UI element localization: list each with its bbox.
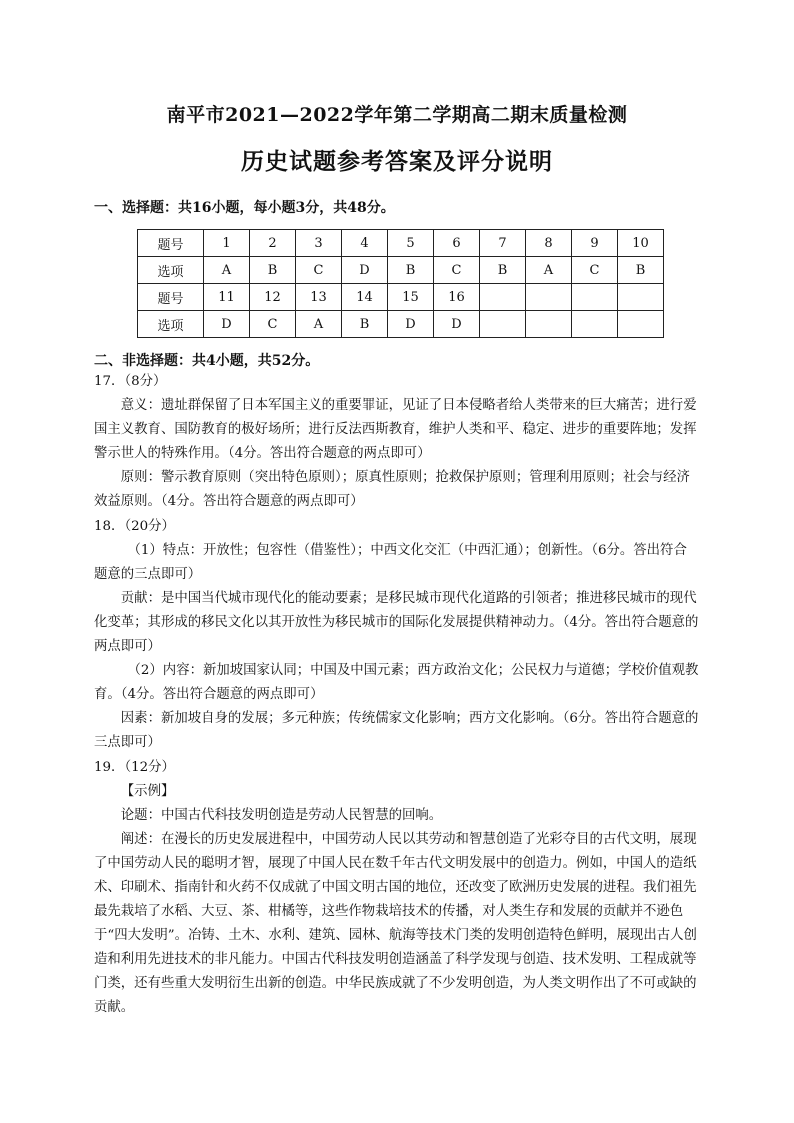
table-cell: D <box>204 311 250 338</box>
table-cell: C <box>296 257 342 284</box>
table-cell: 12 <box>250 284 296 311</box>
table-cell: 13 <box>296 284 342 311</box>
table-cell: 3 <box>296 230 342 257</box>
table-cell: 7 <box>480 230 526 257</box>
table-cell: B <box>388 257 434 284</box>
table-cell: 2 <box>250 230 296 257</box>
table-cell: B <box>618 257 664 284</box>
table-cell: A <box>526 257 572 284</box>
table-cell: 5 <box>388 230 434 257</box>
q19-thesis: 论题：中国古代科技发明创造是劳动人民智慧的回响。 <box>120 807 443 823</box>
exam-title: 南平市2021—2022学年第二学期高二期末质量检测 <box>166 104 628 126</box>
table-cell: D <box>434 311 480 338</box>
row-label: 题号 <box>138 230 204 257</box>
row-label: 选项 <box>138 257 204 284</box>
table-row <box>138 284 664 311</box>
table-cell: 15 <box>388 284 434 311</box>
row-label: 选项 <box>138 311 204 338</box>
table-cell: C <box>250 311 296 338</box>
table-cell: 9 <box>572 230 618 257</box>
table-cell <box>526 284 572 311</box>
q18-contribution: 贡献：是中国当代城市现代化的能动要素；是移民城市现代化道路的引领者；推进移民城市的现代化变革；其形成的移民文化以其开放性为移民城市的国际化发展提供精神动力。（4分。答出符合题意的两点即可） <box>94 590 699 655</box>
table-cell: 16 <box>434 284 480 311</box>
answer-table <box>137 229 664 338</box>
table-cell <box>572 311 618 338</box>
table-cell: 8 <box>526 230 572 257</box>
table-cell: B <box>480 257 526 284</box>
q19-example-label: 【示例】 <box>120 783 175 799</box>
table-cell: B <box>342 311 388 338</box>
table-cell <box>572 284 618 311</box>
q17-principles: 原则：警示教育原则（突出特色原则）；原真性原则；抢救保护原则；管理利用原则；社会与经济效益原则。（4分。答出符合题意的两点即可） <box>94 470 690 510</box>
table-cell: C <box>572 257 618 284</box>
table-cell: 1 <box>204 230 250 257</box>
table-cell: A <box>204 257 250 284</box>
table-cell: B <box>250 257 296 284</box>
table-row <box>138 311 664 338</box>
table-cell: D <box>388 311 434 338</box>
table-cell: 10 <box>618 230 664 257</box>
table-cell <box>618 311 664 338</box>
question-19-heading: 19．（12分） <box>94 759 175 775</box>
table-cell: A <box>296 311 342 338</box>
section-2-heading: 二、非选择题：共4小题，共52分。 <box>94 353 320 369</box>
table-cell: D <box>342 257 388 284</box>
table-row <box>138 257 664 284</box>
table-cell <box>480 284 526 311</box>
document-subtitle: 历史试题参考答案及评分说明 <box>241 148 553 175</box>
table-cell <box>526 311 572 338</box>
section-1-heading: 一、选择题：共16小题，每小题3分，共48分。 <box>94 200 395 216</box>
table-cell: 4 <box>342 230 388 257</box>
q18-factors: 因素：新加坡自身的发展；多元种族；传统儒家文化影响；西方文化影响。（6分。答出符合题意的三点即可） <box>94 711 699 751</box>
table-cell <box>480 311 526 338</box>
question-18-heading: 18．（20分） <box>94 518 175 534</box>
question-17-heading: 17．（8分） <box>94 374 167 389</box>
table-cell: 6 <box>434 230 480 257</box>
table-cell: 11 <box>204 284 250 311</box>
q18-content: （2）内容：新加坡国家认同；中国及中国元素；西方政治文化；公民权力与道德；学校价值观教育。（4分。答出符合题意的两点即可） <box>94 663 699 703</box>
answer-body <box>94 370 700 1021</box>
q17-significance: 意义：遗址群保留了日本军国主义的重要罪证，见证了日本侵略者给人类带来的巨大痛苦；进行爱国主义教育、国防教育的极好场所；进行反法西斯教育，维护人类和平、稳定、进步的重要阵地；发挥警示世人的特殊作用。（4分。答出符合题意的两点即可） <box>94 398 697 462</box>
row-label: 题号 <box>138 284 204 311</box>
table-cell: C <box>434 257 480 284</box>
q18-features: （1）特点：开放性；包容性（借鉴性）；中西文化交汇（中西汇通）；创新性。（6分。答出符合题意的三点即可） <box>94 542 687 582</box>
table-row <box>138 230 664 257</box>
q19-elaboration: 阐述：在漫长的历史发展进程中，中国劳动人民以其劳动和智慧创造了光彩夺目的古代文明，展现了中国劳动人民的聪明才智，展现了中国人民在数千年古代文明发展中的创造力。例如，中国人的造纸术、印刷术、指南针和火药不仅成就了中国文明古国的地位，还改变了欧洲历史发展的进程。我们祖先最先栽培了水稻、大豆、茶、柑橘等，这些作物栽培技术的传播，对人类生存和发展的贡献并不逊色于“四大发明”。冶铸、土木、水利、建筑、园林、航海等技术门类的发明创造特色鲜明，展现出古人创造和利用先进技术的非凡能力。中国古代科技发明创造涵盖了科学发现与创造、技术发明、工程成就等门类，还有些重大发明衍生出新的创造。中华民族成就了不少发明创造，为人类文明作出了不可或缺的贡献。 <box>94 831 697 1016</box>
table-cell: 14 <box>342 284 388 311</box>
table-cell <box>618 284 664 311</box>
